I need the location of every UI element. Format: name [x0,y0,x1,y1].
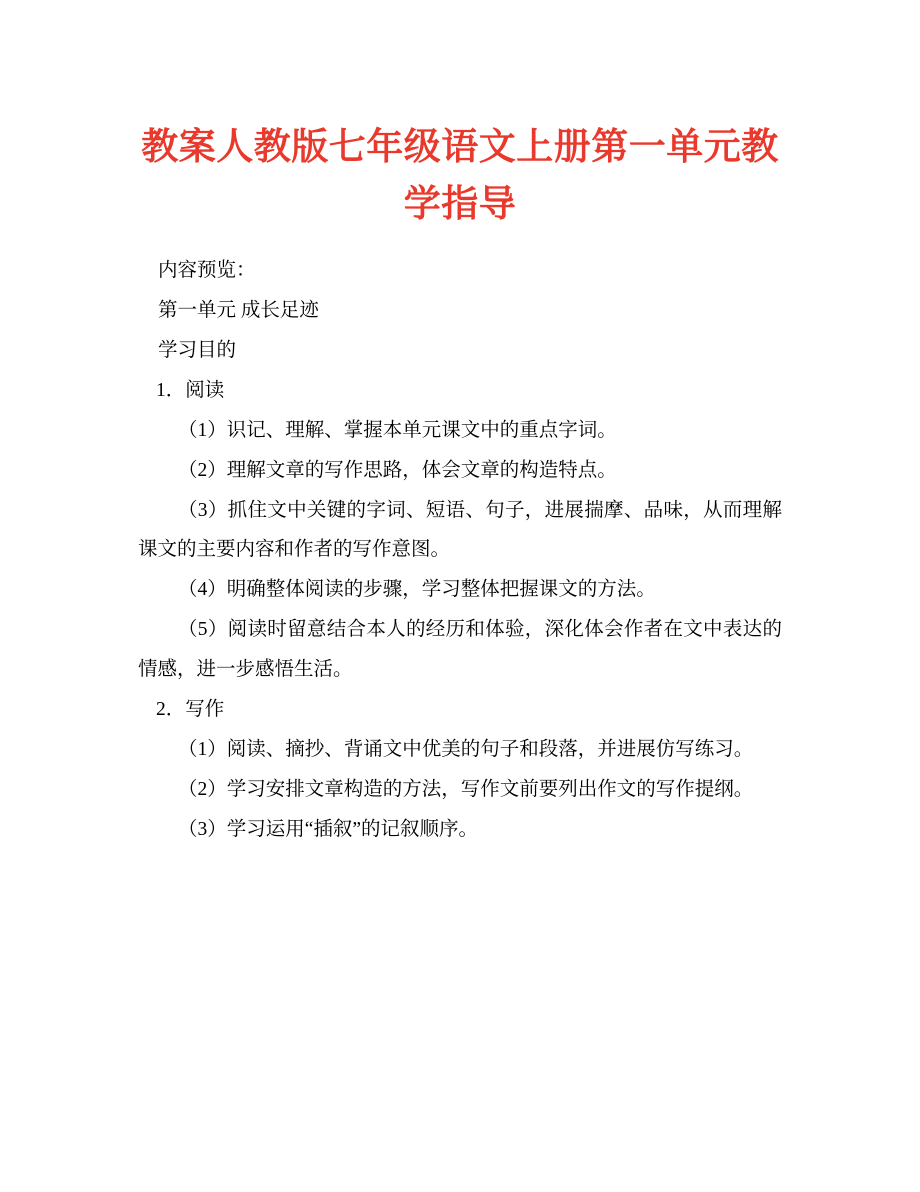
document-paragraph: （2）学习安排文章构造的方法，写作文前要列出作文的写作提纲。 [178,779,754,801]
document-paragraph: （4）明确整体阅读的步骤，学习整体把握课文的方法。 [178,579,656,601]
document-paragraph: （2）理解文章的写作思路，体会文章的构造特点。 [178,459,617,481]
document-paragraph: （3）抓住文中关键的字词、短语、句子，进展揣摩、品味，从而理解课文的主要内容和作者的写作意图。 [138,499,782,561]
document-paragraph: 2．写作 [156,699,225,721]
document-paragraph: 内容预览： [158,259,256,281]
document-paragraph: （1）阅读、摘抄、背诵文中优美的句子和段落，并进展仿写练习。 [178,739,754,761]
document-paragraph: 第一单元 成长足迹 [158,299,319,321]
document-paragraph: （1）识记、理解、掌握本单元课文中的重点字词。 [178,419,617,441]
page-title: 教案人教版七年级语文上册第一单元教学指导 [141,126,779,225]
document-paragraph: 1．阅读 [156,379,225,401]
document-paragraph: （3）学习运用“插叙”的记叙顺序。 [178,819,479,841]
document-paragraph: 学习目的 [158,339,237,361]
document-paragraph: （5）阅读时留意结合本人的经历和体验，深化体会作者在文中表达的情感，进一步感悟生活。 [138,619,782,681]
document-body [138,251,782,851]
